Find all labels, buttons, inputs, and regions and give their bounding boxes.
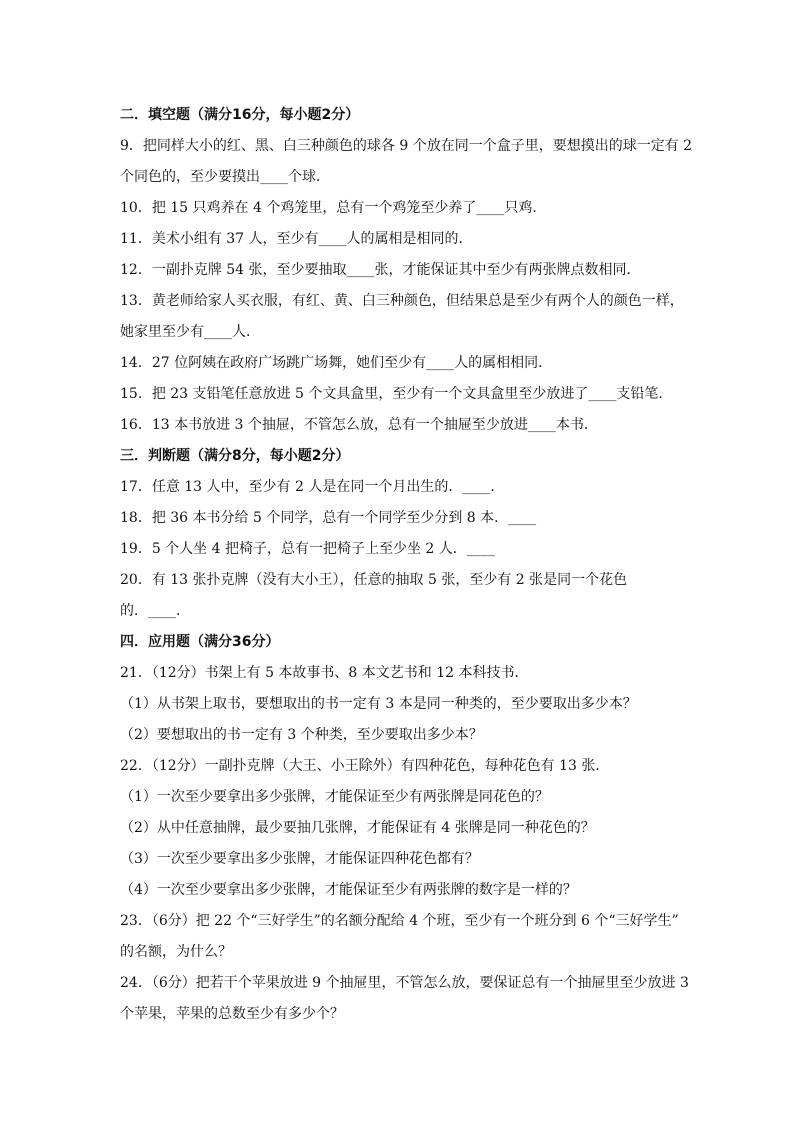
section-fill-title: 二．填空题（满分16分，每小题2分） [120, 107, 360, 123]
worksheet-page [120, 100, 693, 1030]
question-9-line-2: 个同色的，至少要摸出____个球． [120, 169, 330, 185]
question-19: 19．5 个人坐 4 把椅子，总有一把椅子上至少坐 2 人．____ [120, 541, 495, 557]
question-15: 15．把 23 支铅笔任意放进 5 个文具盒里，至少有一个文具盒里至少放进了____支铅笔． [120, 386, 673, 402]
question-14: 14．27 位阿姨在政府广场跳广场舞，她们至少有____人的属相相同． [120, 355, 553, 371]
question-9-line-1: 9．把同样大小的红、黑、白三种颜色的球各 9 个放在同一个盒子里，要想摸出的球一定有 2 [120, 138, 693, 154]
question-21: 21．（12分）书架上有 5 本故事书、8 本文艺书和 12 本科技书． [120, 665, 529, 681]
question-12: 12．一副扑克牌 54 张，至少要抽取____张，才能保证其中至少有两张牌点数相同． [120, 262, 641, 278]
section-judge-title: 三．判断题（满分8分，每小题2分） [120, 448, 350, 464]
question-24-line-1: 24．（6分）把若干个苹果放进 9 个抽屉里，不管怎么放，要保证总有一个抽屉里至少放进 3 [120, 975, 689, 991]
question-22-part-2: （2）从中任意抽牌，最少要抽几张牌，才能保证有 4 张牌是同一种花色的？ [120, 820, 595, 836]
section-apply-title: 四．应用题（满分36分） [120, 634, 280, 650]
question-23-line-2: 的名额，为什么？ [120, 944, 232, 960]
question-10: 10．把 15 只鸡养在 4 个鸡笼里，总有一个鸡笼至少养了____只鸡． [120, 200, 547, 216]
question-17: 17．任意 13 人中，至少有 2 人是在同一个月出生的．____． [120, 479, 505, 495]
question-22-part-3: （3）一次至少要拿出多少张牌，才能保证四种花色都有？ [120, 851, 479, 867]
question-22: 22．（12分）一副扑克牌（大王、小王除外）有四种花色，每种花色有 13 张． [120, 758, 610, 774]
question-13-line-1: 13．黄老师给家人买衣服，有红、黄、白三种颜色，但结果总是至少有两个人的颜色一样， [120, 293, 684, 309]
question-22-part-4: （4）一次至少要拿出多少张牌，才能保证至少有两张牌的数字是一样的？ [120, 882, 577, 898]
question-13-line-2: 她家里至少有____人． [120, 324, 260, 340]
question-18: 18．把 36 本书分给 5 个同学，总有一个同学至少分到 8 本．____ [120, 510, 537, 526]
question-11: 11．美术小组有 37 人，至少有____人的属相是相同的． [120, 231, 473, 247]
question-24-line-2: 个苹果，苹果的总数至少有多少个？ [120, 1006, 344, 1022]
question-20-line-2: 的．____． [120, 603, 190, 619]
question-16: 16．13 本书放进 3 个抽屉，不管怎么放，总有一个抽屉至少放进____本书． [120, 417, 598, 433]
question-23-line-1: 23．（6分）把 22 个“三好学生”的名额分配给 4 个班，至少有一个班分到 6 个“三好学生” [120, 913, 679, 929]
question-21-part-1: （1）从书架上取书，要想取出的书一定有 3 本是同一种类的，至少要取出多少本？ [120, 696, 637, 712]
question-22-part-1: （1）一次至少要拿出多少张牌，才能保证至少有两张牌是同花色的？ [120, 789, 549, 805]
question-20-line-1: 20．有 13 张扑克牌（没有大小王），任意的抽取 5 张，至少有 2 张是同一个花色 [120, 572, 628, 588]
question-21-part-2: （2）要想取出的书一定有 3 个种类，至少要取出多少本？ [120, 727, 483, 743]
